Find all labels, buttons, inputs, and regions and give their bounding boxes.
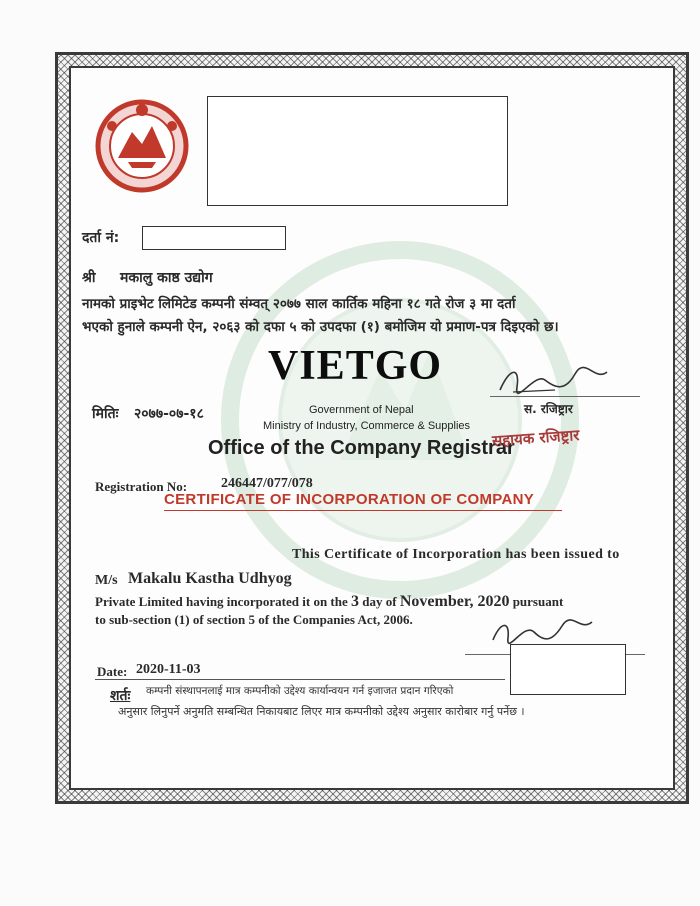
nepal-emblem-icon <box>92 96 192 196</box>
condition-label: शर्तः <box>110 688 131 704</box>
certificate-title-underline <box>164 510 562 511</box>
government-label: Government of Nepal <box>309 404 414 416</box>
condition-line-1: कम्पनी संस्थापनलाई मात्र कम्पनीको उद्देश्य कार्यान्वयन गर्न इजाजत प्रदान गरिएको <box>146 685 454 697</box>
company-name-en: Makalu Kastha Udhyog <box>128 570 292 587</box>
incorporation-day: 3 <box>351 593 360 610</box>
registration-value: 246447/077/078 <box>221 476 313 491</box>
date-en-value: 2020-11-03 <box>136 662 201 677</box>
assistant-registrar-stamp: सहायक रजिष्ट्रार <box>491 425 580 451</box>
redacted-header-box <box>207 96 508 206</box>
ministry-label: Ministry of Industry, Commerce & Supplies <box>263 420 471 432</box>
vietgo-watermark: VIETGO <box>268 343 443 389</box>
regno-dev-label: दर्ता नं: <box>82 230 120 246</box>
signature-line-1 <box>490 396 640 397</box>
shri-label: श्री <box>82 270 96 286</box>
registration-label: Registration No: <box>95 479 188 494</box>
english-line-3c: pursuant <box>512 594 564 609</box>
date-dev-value: २०७७-०७-१८ <box>134 406 204 422</box>
english-line-1: This Certificate of Incorporation has been issued to <box>292 547 620 562</box>
redacted-stamp-box <box>510 644 626 695</box>
registrar-dev-label: स. रजिष्ट्रार <box>524 402 573 416</box>
english-line-3a: Private Limited having incorporated it on the <box>95 594 348 609</box>
dev-body-line-1: नामको प्राइभेट लिमिटेड कम्पनी संम्वत् २०७७ साल कार्तिक महिना १८ गते रोज ३ मा दर्ता <box>82 296 516 312</box>
office-title: Office of the Company Registrar <box>208 437 515 459</box>
certificate-title: CERTIFICATE OF INCORPORATION OF COMPANY <box>164 491 535 508</box>
incorporation-month-year: November, 2020 <box>399 593 510 610</box>
english-line-3b: day of <box>362 594 397 609</box>
dev-body-line-2: भएको हुनाले कम्पनी ऐन, २०६३ को दफा ५ को उपदफा (१) बमोजिम यो प्रमाण-पत्र दिइएको छ। <box>82 319 559 335</box>
date-underline <box>95 679 505 680</box>
english-line-4: to sub-section (1) of section 5 of the Companies Act, 2006. <box>95 612 413 627</box>
date-dev-label: मितिः <box>92 406 119 422</box>
redacted-regno-box <box>142 226 286 250</box>
condition-line-2: अनुसार लिनुपर्ने अनुमति सम्बन्धित निकायबाट लिएर मात्र कम्पनीको उद्देश्य अनुसार कारोबार गर्नु पर्नेछ । <box>118 705 525 718</box>
registrar-signature-icon <box>495 362 615 398</box>
ms-label: M/s <box>95 573 118 588</box>
company-name-dev: मकालु काष्ठ उद्योग <box>120 270 213 286</box>
date-en-label: Date: <box>97 664 128 679</box>
